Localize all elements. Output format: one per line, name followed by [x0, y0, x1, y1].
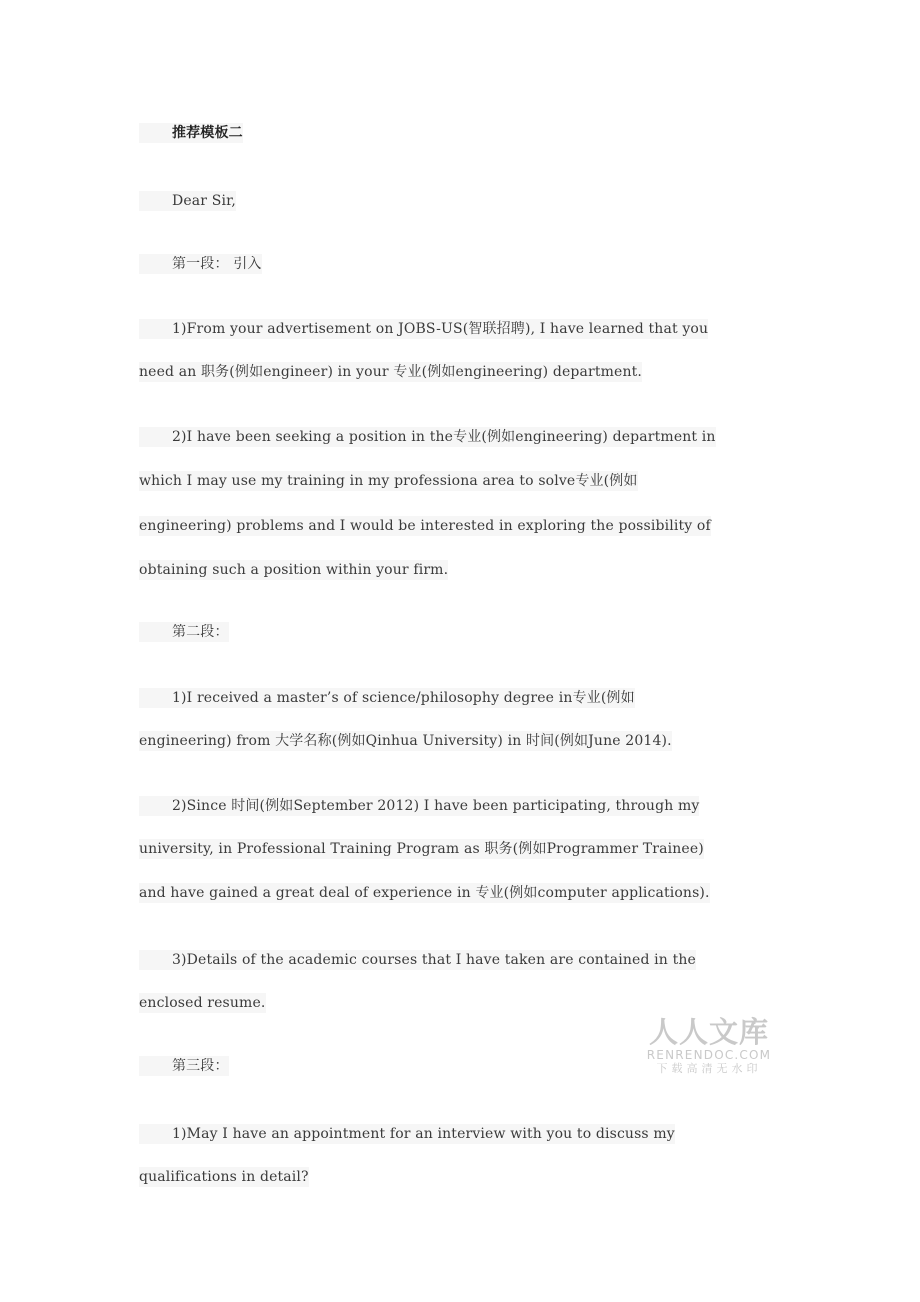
paragraph-line: which I may use my training in my professiona area to solve专业(例如 — [139, 473, 638, 489]
section-heading: 第二段： — [139, 622, 229, 642]
paragraph-line: and have gained a great deal of experience in 专业(例如computer applications). — [139, 885, 710, 901]
paragraph-line: 2)I have been seeking a position in the专业(例如engineering) department in — [139, 427, 716, 447]
watermark — [646, 1016, 772, 1076]
section-heading: 第一段： 引入 — [139, 254, 262, 274]
paragraph-line: obtaining such a position within your firm. — [139, 562, 449, 578]
paragraph-line: qualifications in detail? — [139, 1169, 309, 1185]
section-heading: 第三段： — [139, 1056, 229, 1076]
paragraph-line: 3)Details of the academic courses that I have taken are contained in the — [139, 950, 696, 970]
paragraph-line: need an 职务(例如engineer) in your 专业(例如engineering) department. — [139, 364, 643, 380]
document-title: 推荐模板二 — [139, 123, 243, 143]
watermark-logo: 人人文库 — [648, 1015, 769, 1049]
watermark-subtitle: 下载高清无水印 — [656, 1062, 762, 1075]
paragraph-line: university, in Professional Training Program as 职务(例如Programmer Trainee) — [139, 841, 704, 857]
paragraph-line: 1)From your advertisement on JOBS-US(智联招聘), I have learned that you — [139, 319, 708, 339]
paragraph-line: engineering) from 大学名称(例如Qinhua University) in 时间(例如June 2014). — [139, 733, 672, 749]
paragraph-line: enclosed resume. — [139, 995, 266, 1011]
paragraph-line: 1)May I have an appointment for an interview with you to discuss my — [139, 1124, 675, 1144]
salutation: Dear Sir, — [139, 191, 236, 211]
paragraph-line: 1)I received a master’s of science/philosophy degree in专业(例如 — [139, 688, 635, 708]
paragraph-line: engineering) problems and I would be interested in exploring the possibility of — [139, 518, 711, 534]
paragraph-line: 2)Since 时间(例如September 2012) I have been participating, through my — [139, 796, 699, 816]
watermark-url: RENRENDOC.COM — [646, 1048, 772, 1062]
